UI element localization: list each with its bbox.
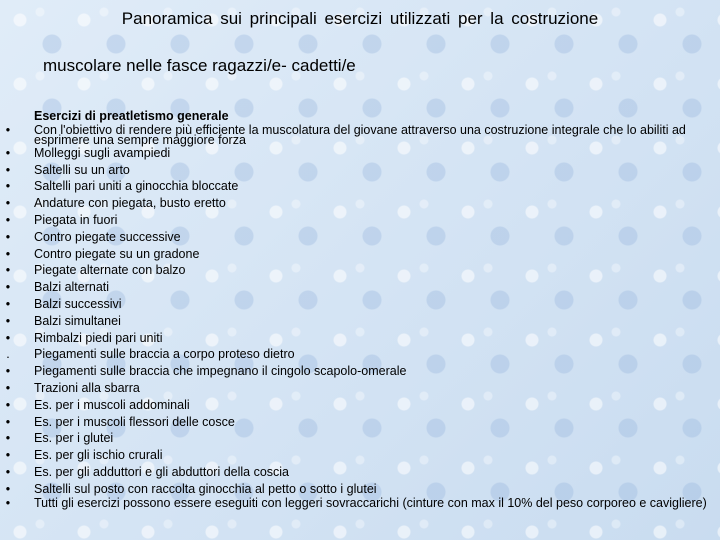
- list-item-text: Es. per gli ischio crurali: [34, 448, 163, 463]
- list-item: [0, 330, 720, 347]
- list-item-text: Molleggi sugli avampiedi: [34, 145, 171, 160]
- list-item-text: Saltelli su un arto: [34, 162, 130, 177]
- list-item: [0, 447, 720, 464]
- list-item-text: Con l'obiettivo di rendere più efficiente la muscolatura del giovane attraverso una costruzione integrale che lo abiliti ad esprimere una sempre maggiore forza: [34, 122, 686, 147]
- bullet-marker: •: [5, 296, 11, 311]
- list-item-text: Balzi alternati: [34, 280, 110, 295]
- list-item-text: Piegata in fuori: [34, 212, 118, 227]
- bullet-marker: •: [5, 122, 11, 137]
- bullet-marker: •: [5, 145, 11, 160]
- bullet-marker: •: [5, 313, 11, 328]
- slide-title-line-1: Panoramica sui principali esercizi utilizzati per la costruzione: [121, 9, 599, 28]
- list-item-text: Balzi successivi: [34, 296, 122, 311]
- list-item: [0, 262, 720, 279]
- list-item-text: Es. per gli adduttori e gli abduttori della coscia: [34, 464, 290, 479]
- slide-title-line-2: muscolare nelle fasce ragazzi/e- cadetti/e: [43, 56, 356, 75]
- list-item-text: Tutti gli esercizi possono essere eseguiti con leggeri sovraccarichi (cinture con max il 10% del peso corporeo e cavigliere): [34, 495, 707, 510]
- bullet-marker: •: [5, 196, 11, 211]
- bullet-marker: •: [5, 414, 11, 429]
- list-item: [0, 195, 720, 212]
- list-item: [0, 363, 720, 380]
- list-item-text: Piegamenti sulle braccia a corpo proteso dietro: [34, 347, 295, 362]
- bullet-marker: •: [5, 431, 11, 446]
- bullet-marker: •: [5, 263, 11, 278]
- bullet-marker: •: [5, 179, 11, 194]
- list-item: [0, 481, 720, 498]
- bullet-marker: •: [5, 481, 11, 496]
- list-item-text: Es. per i muscoli flessori delle cosce: [34, 414, 235, 429]
- list-item: [0, 430, 720, 447]
- list-item: [0, 380, 720, 397]
- list-item: [0, 414, 720, 431]
- list-item-text: Saltelli sul posto con raccolta ginocchia al petto o sotto i glutei: [34, 481, 377, 496]
- list-item-text: Es. per i glutei: [34, 431, 114, 446]
- bullet-marker: •: [5, 397, 11, 412]
- bullet-marker: •: [5, 448, 11, 463]
- bullet-marker: •: [5, 330, 11, 345]
- list-item-text: Contro piegate su un gradone: [34, 246, 200, 261]
- list-item: [0, 122, 720, 147]
- bullet-marker: .: [6, 347, 10, 362]
- list-item: [0, 246, 720, 263]
- list-item: [0, 212, 720, 229]
- list-item: [0, 313, 720, 330]
- list-item: [0, 464, 720, 481]
- bullet-marker: •: [5, 246, 11, 261]
- list-item: [0, 346, 720, 363]
- list-item-text: Piegate alternate con balzo: [34, 263, 186, 278]
- list-item: [0, 495, 720, 510]
- list-item-text: Andature con piegata, busto eretto: [34, 196, 226, 211]
- list-item: [0, 279, 720, 296]
- exercise-list: [0, 108, 720, 508]
- list-item-text: Saltelli pari uniti a ginocchia bloccate: [34, 179, 239, 194]
- bullet-marker: •: [5, 280, 11, 295]
- bullet-marker: •: [5, 212, 11, 227]
- list-item: [0, 145, 720, 162]
- list-item-text: Piegamenti sulle braccia che impegnano il cingolo scapolo-omerale: [34, 364, 407, 379]
- list-item-text: Trazioni alla sbarra: [34, 380, 140, 395]
- list-item: [0, 162, 720, 179]
- list-item: [0, 229, 720, 246]
- list-item-text: Balzi simultanei: [34, 313, 121, 328]
- list-item-text: Es. per i muscoli addominali: [34, 397, 190, 412]
- bullet-marker: •: [5, 495, 11, 510]
- list-item: [0, 397, 720, 414]
- bullet-marker: •: [5, 380, 11, 395]
- bullet-marker: •: [5, 364, 11, 379]
- bullet-marker: •: [5, 464, 11, 479]
- list-heading-text: Esercizi di preatletismo generale: [34, 109, 229, 123]
- bullet-marker: •: [5, 229, 11, 244]
- list-item: [0, 296, 720, 313]
- bullet-marker: •: [5, 162, 11, 177]
- list-item-text: Contro piegate successive: [34, 229, 181, 244]
- list-item-text: Rimbalzi piedi pari uniti: [34, 330, 163, 345]
- list-item: [0, 178, 720, 195]
